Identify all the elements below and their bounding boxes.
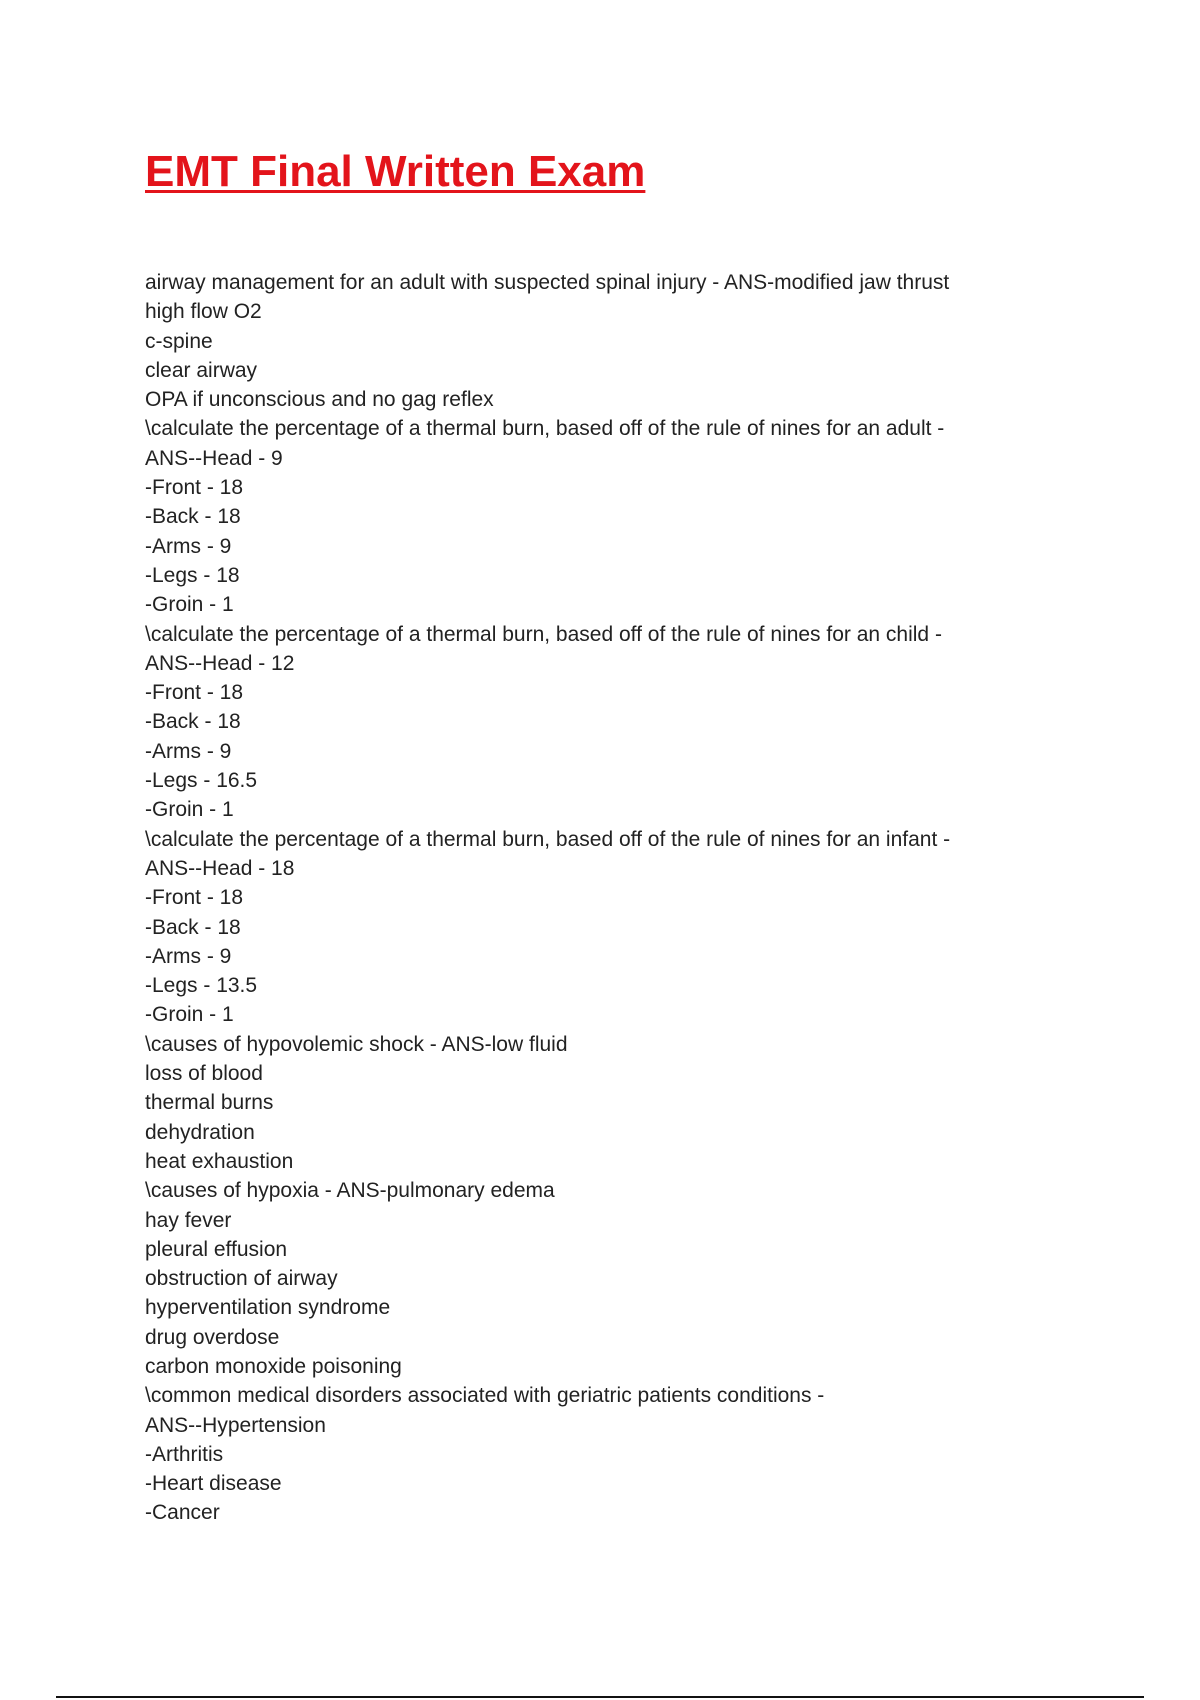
text-line: \calculate the percentage of a thermal burn, based off of the rule of nines for an child - [145,622,942,646]
text-line: -Cancer [145,1501,220,1525]
text-line: hyperventilation syndrome [145,1296,391,1320]
text-line: c-spine [145,329,213,353]
text-line: -Heart disease [145,1472,282,1496]
text-line: -Front - 18 [145,886,244,910]
text-line: -Arms - 9 [145,534,232,558]
text-line: -Arms - 9 [145,739,232,763]
text-line: dehydration [145,1120,255,1144]
text-line: \calculate the percentage of a thermal burn, based off of the rule of nines for an infant - [145,827,951,851]
text-line: ANS--Head - 9 [145,446,283,470]
text-line: \common medical disorders associated with geriatric patients conditions - [145,1384,825,1408]
text-line: hay fever [145,1208,232,1232]
text-line: -Groin - 1 [145,798,234,822]
text-line: \causes of hypoxia - ANS-pulmonary edema [145,1179,555,1203]
text-line: drug overdose [145,1325,280,1349]
text-line: -Back - 18 [145,710,241,734]
text-line: -Legs - 18 [145,563,240,587]
text-line: obstruction of airway [145,1267,338,1291]
text-line: -Legs - 16.5 [145,769,258,793]
text-line: loss of blood [145,1062,263,1086]
text-line: airway management for an adult with suspected spinal injury - ANS-modified jaw thrust [145,271,950,294]
text-line: ANS--Head - 12 [145,651,295,675]
text-line: carbon monoxide poisoning [145,1354,402,1378]
text-line: -Arms - 9 [145,944,232,968]
text-line: -Groin - 1 [145,593,234,617]
text-line: -Groin - 1 [145,1003,234,1027]
text-line: -Back - 18 [145,505,241,529]
text-line: -Back - 18 [145,915,241,939]
text-line: -Front - 18 [145,681,244,705]
text-line: -Front - 18 [145,476,244,500]
document-body [145,268,1045,1528]
footer-divider [56,1696,1144,1698]
text-line: ANS--Hypertension [145,1413,326,1437]
text-line: -Arthritis [145,1442,224,1466]
text-line: -Legs - 13.5 [145,974,258,998]
text-line: pleural effusion [145,1237,288,1261]
text-line: heat exhaustion [145,1149,294,1173]
text-line: \causes of hypovolemic shock - ANS-low fluid [145,1032,568,1056]
text-line: OPA if unconscious and no gag reflex [145,388,494,412]
text-line: clear airway [145,358,258,382]
page-title: EMT Final Written Exam [145,147,646,196]
text-line: high flow O2 [145,300,262,324]
text-line: \calculate the percentage of a thermal burn, based off of the rule of nines for an adult - [145,417,945,441]
text-line: thermal burns [145,1091,274,1115]
text-line: ANS--Head - 18 [145,856,295,880]
